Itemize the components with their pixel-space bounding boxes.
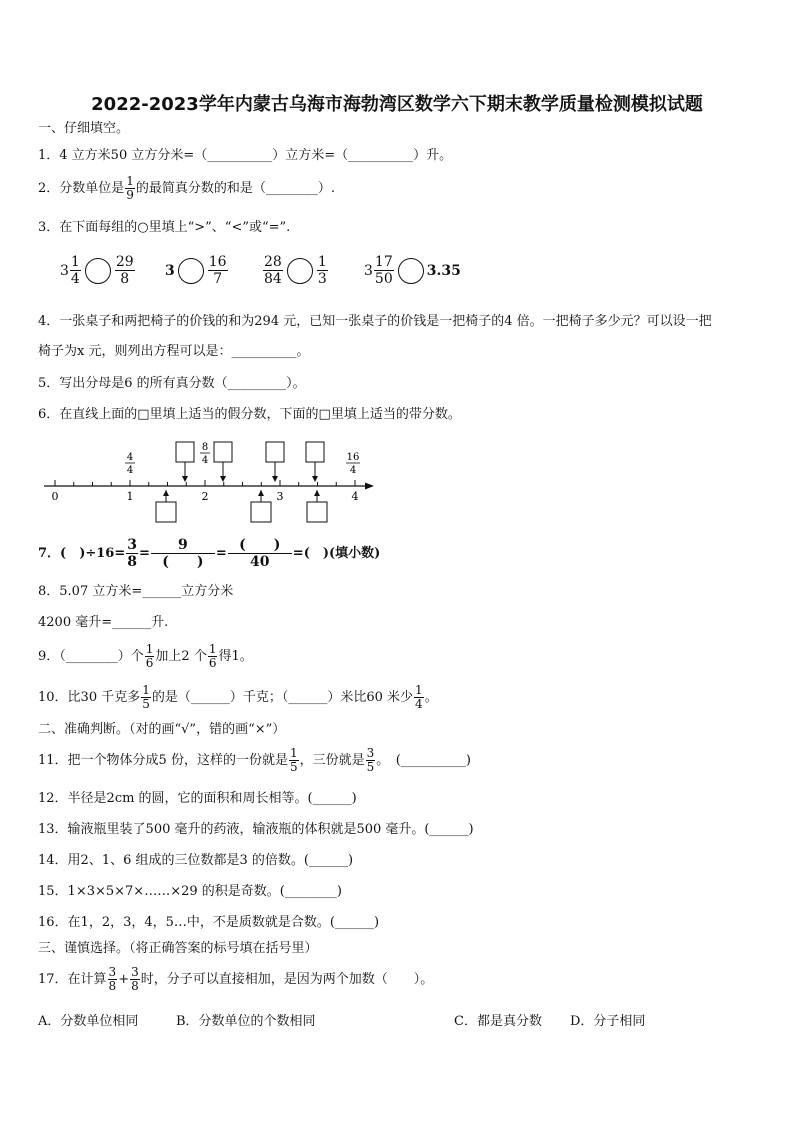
answer-box-below: [156, 502, 176, 522]
arrow-down-icon: [220, 476, 226, 482]
question-13: 13．输液瓶里装了500 毫升的药液，输液瓶的体积就是500 毫升。(______): [38, 822, 474, 837]
question-12: 12．半径是2cm 的圆，它的面积和周长相等。(______): [38, 791, 357, 806]
fraction-label-denominator: 4: [349, 465, 357, 476]
fraction-label-numerator: 8: [201, 442, 209, 453]
tick-label: 4: [351, 490, 359, 503]
question-1: 1．4 立方米50 立方分米=（__________）立方米=（__________）升。: [38, 148, 453, 163]
axis-arrow-icon: [365, 483, 374, 490]
number-line-diagram: [40, 438, 380, 528]
arrow-up-icon: [314, 490, 320, 496]
answer-box-below: [307, 502, 327, 522]
page-title: 2022-2023学年内蒙古乌海市海勃湾区数学六下期末教学质量检测模拟试题: [91, 94, 703, 115]
question-4-line-1: 4．一张桌子和两把椅子的价钱的和为294 元，已知一张桌子的价钱是一把椅子的4 倍。一把椅子多少元？可以设一把: [38, 314, 712, 329]
arrow-down-icon: [312, 476, 318, 482]
question-14: 14．用2、1、6 组成的三位数都是3 的倍数。(______): [38, 853, 354, 868]
question-4-line-2: 椅子为x 元，则列出方程可以是：__________。: [38, 344, 310, 359]
compare-circle[interactable]: [178, 258, 204, 284]
answer-box-above: [214, 442, 232, 462]
answer-box-below: [251, 502, 271, 522]
arrow-up-icon: [258, 490, 264, 496]
option-d[interactable]: D．分子相同: [570, 1014, 646, 1029]
fraction: $\frac{1}{9}$: [126, 174, 134, 202]
arrow-down-icon: [182, 476, 188, 482]
option-a[interactable]: A．分数单位相同: [38, 1014, 139, 1029]
section-3-heading: 三、谨慎选择。（将正确答案的标号填在括号里）: [38, 941, 318, 956]
question-5: 5．写出分母是6 的所有真分数（_________）。: [38, 376, 306, 391]
compare-circle[interactable]: [398, 258, 424, 284]
compare-group-b: 3 $\frac{16}{7}$: [165, 254, 227, 287]
question-6: 6．在直线上面的□里填上适当的假分数，下面的□里填上适当的带分数。: [38, 407, 461, 422]
question-16: 16．在1，2，3，4，5…中，不是质数就是合数。(______): [38, 915, 380, 930]
arrow-up-icon: [163, 490, 169, 496]
compare-circle[interactable]: [287, 258, 313, 284]
q2-text: 的最简真分数的和是（________）.: [135, 181, 336, 196]
section-2-heading: 二、准确判断。（对的画“√”，错的画“×”）: [38, 722, 286, 737]
answer-box-above: [306, 442, 324, 462]
compare-circle[interactable]: [85, 258, 111, 284]
question-15: 15．1×3×5×7×……×29 的积是奇数。(________): [38, 884, 342, 899]
fraction-label-denominator: 4: [126, 465, 134, 476]
compare-group-a: 3 $\frac{1}{4}$ $\frac{29}{8}$: [60, 254, 134, 287]
fraction-label-denominator: 4: [201, 455, 209, 466]
question-10: 10．比30 千克多 $\frac{1}{5}$ 的是（______）千克；（______）米比60 米少 $\frac{1}{4}$ 。: [38, 683, 438, 711]
compare-group-c: $\frac{28}{84}$ $\frac{1}{3}$: [264, 254, 327, 287]
compare-group-d: 3 $\frac{17}{50}$ 3.35: [364, 254, 461, 287]
tick-label: 2: [201, 490, 209, 503]
option-c[interactable]: C．都是真分数: [454, 1014, 542, 1029]
question-17: 17．在计算 $\frac{3}{8}$ + $\frac{3}{8}$ 时，分子可以直接相加，是因为两个加数（ ）。: [38, 965, 434, 993]
option-b[interactable]: B．分数单位的个数相同: [176, 1014, 316, 1029]
question-7: 7．( )÷16= $\frac{3}{8}$ = $\frac{9}{( )}$ = $\frac{( )}{40}$ =( )(填小数): [38, 537, 381, 570]
question-2: [38, 174, 335, 204]
question-11: 11．把一个物体分成5 份，这样的一份就是 $\frac{1}{5}$ ，三份就是 $\frac{3}{5}$ 。 (__________): [38, 746, 471, 774]
answer-box-above: [266, 442, 284, 462]
answer-box-above: [176, 442, 194, 462]
fraction-label-numerator: 4: [126, 452, 134, 463]
tick-label: 3: [276, 490, 284, 503]
tick-label: 0: [51, 490, 59, 503]
question-9: 9．（________）个 $\frac{1}{6}$ 加上2 个 $\frac{1}{6}$ 得1。: [38, 642, 253, 670]
q2-text: 2．分数单位是: [38, 181, 125, 196]
question-8-part-b: 4200 毫升=______升.: [38, 615, 169, 630]
fraction-label-numerator: 16: [346, 452, 360, 463]
section-1-heading: 一、仔细填空。: [38, 121, 130, 136]
question-8-part-a: 8．5.07 立方米=______立方分米: [38, 584, 234, 599]
arrow-down-icon: [272, 476, 278, 482]
tick-label: 1: [126, 490, 134, 503]
question-3: 3．在下面每组的○里填上“>”、“<”或“=”.: [38, 220, 291, 235]
